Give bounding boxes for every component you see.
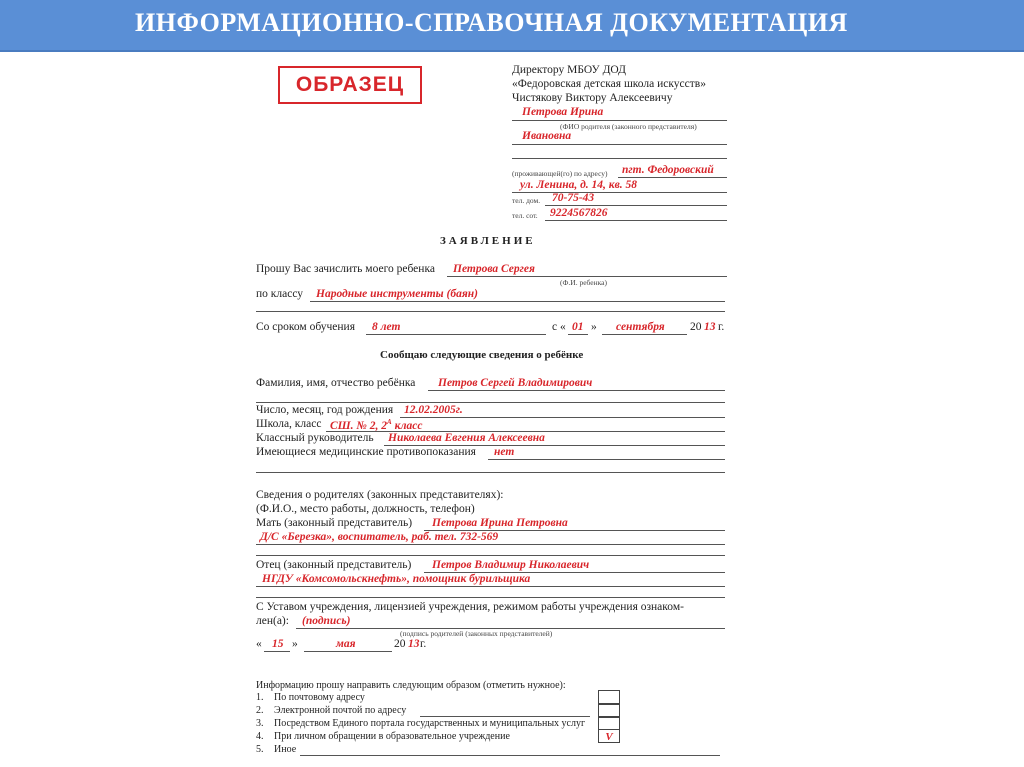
child-hint: (Ф.И. ребенка): [560, 278, 607, 287]
dob-label: Число, месяц, год рождения: [256, 404, 394, 416]
father-work: НГДУ «Комсомольскнефть», помощник бурильщика: [262, 573, 531, 585]
school-class-letter: А: [387, 418, 392, 426]
delivery-heading: Информацию прошу направить следующим образом (отметить нужное):: [256, 680, 566, 691]
line-term: [366, 334, 546, 335]
option-4-checkbox[interactable]: [598, 729, 620, 743]
line-consent-month: [304, 651, 392, 652]
line-mother-work: [256, 544, 725, 545]
mother-name: Петрова Ирина Петровна: [432, 517, 568, 529]
line-consent-day: [264, 651, 290, 652]
address-2: ул. Ленина, д. 14, кв. 58: [520, 179, 638, 191]
option-1-label: По почтовому адресу: [274, 692, 365, 703]
mother-label: Мать (законный представитель): [256, 517, 413, 529]
parents-heading-2: (Ф.И.О., место работы, должность, телефон): [256, 503, 475, 515]
class-label: по классу: [256, 288, 304, 300]
line-class-2: [256, 311, 725, 312]
sample-stamp: ОБРАЗЕЦ: [278, 66, 422, 104]
consent-signature: (подпись): [302, 615, 351, 627]
parent-name-2: Ивановна: [522, 130, 572, 142]
teacher-label: Классный руководитель: [256, 432, 374, 444]
option-3-checkbox[interactable]: [598, 716, 620, 730]
medical-label: Имеющиеся медицинские противопоказания: [256, 446, 476, 458]
enroll-label: Прошу Вас зачислить моего ребенка: [256, 263, 435, 275]
check-mark-icon: V: [605, 731, 613, 743]
line-dob: [400, 417, 725, 418]
consent-year: 13: [408, 638, 420, 650]
option-3-num: 3.: [256, 718, 264, 729]
father-label: Отец (законный представитель): [256, 559, 412, 571]
line-home-phone: [545, 205, 727, 206]
consent-quote-close: »: [292, 638, 298, 650]
father-name: Петров Владимир Николаевич: [432, 559, 590, 571]
cell-phone: 9224567826: [550, 207, 608, 219]
line-address-2: [512, 192, 727, 193]
document-title: ЗАЯВЛЕНИЕ: [440, 235, 536, 247]
mother-work: Д/С «Березка», воспитатель, раб. тел. 732-569: [260, 531, 499, 543]
consent-text-1: С Уставом учреждения, лицензией учреждения, режимом работы учреждения ознаком-: [256, 601, 684, 613]
child-short-name: Петрова Сергея: [453, 263, 535, 275]
child-fio-value: Петров Сергей Владимирович: [438, 377, 593, 389]
dob-value: 12.02.2005г.: [404, 404, 463, 416]
option-2-num: 2.: [256, 705, 264, 716]
addressee-line-1: Директору МБОУ ДОД: [512, 64, 626, 76]
line-father-work: [256, 586, 725, 587]
consent-day: 15: [272, 638, 284, 650]
parent-hint: (ФИО родителя (законного представителя): [560, 122, 697, 131]
option-4-num: 4.: [256, 731, 264, 742]
class-value: Народные инструменты (баян): [316, 288, 478, 300]
consent-month: мая: [336, 638, 356, 650]
term-value: 8 лет: [372, 321, 401, 333]
line-start-month: [602, 334, 687, 335]
page-title: ИНФОРМАЦИОННО-СПРАВОЧНАЯ ДОКУМЕНТАЦИЯ: [135, 8, 848, 37]
line-medical: [488, 459, 725, 460]
teacher-value: Николаева Евгения Алексеевна: [388, 432, 545, 444]
start-year: 13: [704, 321, 716, 333]
line-parent-1: [512, 120, 727, 121]
medical-value: нет: [494, 446, 515, 458]
option-3-label: Посредством Единого портала государственных и муниципальных услуг: [274, 718, 586, 729]
header-banner: [0, 0, 1024, 52]
line-mother-3: [256, 555, 725, 556]
line-address-1: [618, 177, 727, 178]
option-5-label: Иное: [274, 744, 297, 755]
parent-name-1: Петрова Ирина: [522, 106, 604, 118]
option-1-num: 1.: [256, 692, 264, 703]
start-month: сентября: [616, 321, 665, 333]
option-1-checkbox[interactable]: [598, 690, 620, 704]
option-2-label: Электронной почтой по адресу: [274, 705, 407, 716]
start-day: 01: [572, 321, 584, 333]
consent-quote-open: «: [256, 638, 262, 650]
start-quote-close: »: [591, 321, 597, 333]
parents-heading-1: Сведения о родителях (законных представителях):: [256, 489, 504, 501]
term-label: Со сроком обучения: [256, 321, 355, 333]
line-child-fio: [428, 390, 725, 391]
school-label: Школа, класс: [256, 418, 322, 430]
school-suffix: класс: [394, 419, 423, 432]
addressee-line-3: Чистякову Виктору Алексеевичу: [512, 92, 673, 104]
line-other: [300, 755, 720, 756]
start-year-prefix: 20: [690, 321, 702, 333]
consent-year-prefix: 20: [394, 638, 406, 650]
line-parent-2: [512, 144, 727, 145]
home-phone-label: тел. дом.: [512, 196, 541, 205]
from-label: с «: [552, 321, 566, 333]
line-medical-2: [256, 472, 725, 473]
consent-text-2: лен(а):: [256, 615, 289, 627]
line-blank-1: [512, 158, 727, 159]
line-email: [420, 716, 590, 717]
school-value: СШ. № 2, 2: [330, 419, 388, 432]
option-5-num: 5.: [256, 744, 264, 755]
line-father-3: [256, 597, 725, 598]
line-class: [310, 301, 725, 302]
addressee-line-2: «Федоровская детская школа искусств»: [512, 78, 706, 90]
line-cell-phone: [545, 220, 727, 221]
line-child-short: [447, 276, 727, 277]
school-value-wrap: [330, 418, 423, 432]
application-form: [0, 52, 1024, 767]
child-info-heading: Сообщаю следующие сведения о ребёнке: [380, 349, 584, 361]
home-phone: 70-75-43: [552, 192, 595, 204]
cell-phone-label: тел. сот.: [512, 211, 538, 220]
signature-hint: (подпись родителей (законных представителей): [400, 629, 553, 638]
line-start-day: [568, 334, 588, 335]
consent-year-suffix: г.: [420, 638, 427, 650]
address-label: (проживающей(го) по адресу): [512, 169, 608, 178]
start-year-suffix: г.: [718, 321, 725, 333]
line-child-fio-2: [256, 402, 725, 403]
address-1: пгт. Федоровский: [622, 164, 714, 176]
child-fio-label: Фамилия, имя, отчество ребёнка: [256, 377, 416, 389]
option-4-label: При личном обращении в образовательное учреждение: [274, 731, 510, 742]
